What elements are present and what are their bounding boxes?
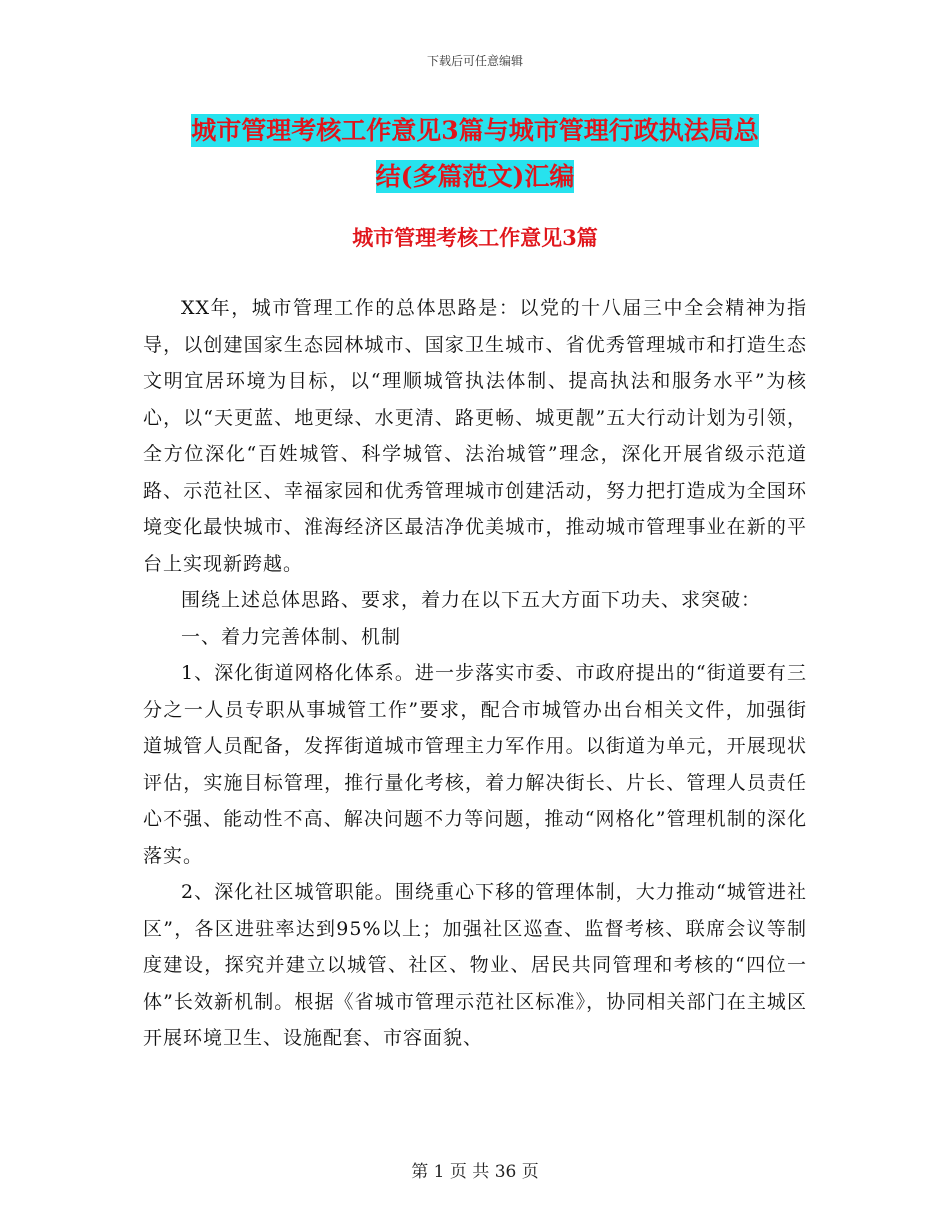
paragraph-intro: 围绕上述总体思路、要求，着力在以下五大方面下功夫、求突破： (181, 589, 762, 611)
paragraph-item-2: 2、深化社区城管职能。围绕重心下移的管理体制，大力推动“城管进社区”，各区进驻率达到95%以上；加强社区巡查、监督考核、联席会议等制度建设，探究并建立以城管、社区、物业、居民共同管理和考核的“四位一体”长效新机制。根据《省城市管理示范社区标准》，协同相关部门在主城区开展环境卫生、设施配套、市容面貌、 (143, 881, 807, 1049)
document-body (143, 290, 807, 1057)
paragraph-overview: XX年，城市管理工作的总体思路是：以党的十八届三中全会精神为指导，以创建国家生态园林城市、国家卫生城市、省优秀管理城市和打造生态文明宜居环境为目标，以“理顺城管执法体制、提高执法和服务水平”为核心，以“天更蓝、地更绿、水更清、路更畅、城更靓”五大行动计划为引领，全方位深化“百姓城管、科学城管、法治城管”理念，深化开展省级示范道路、示范社区、幸福家园和优秀管理城市创建活动，努力把打造成为全国环境变化最快城市、淮海经济区最洁净优美城市，推动城市管理事业在新的平台上实现新跨越。 (143, 297, 807, 575)
document-title (150, 108, 800, 200)
document-title-line-1: 城市管理考核工作意见3篇与城市管理行政执法局总 (191, 116, 759, 145)
page-footer-number: 第 1 页 共 36 页 (411, 1162, 539, 1182)
section-title: 城市管理考核工作意见3篇 (352, 225, 598, 250)
document-title-line-2: 结(多篇范文)汇编 (375, 162, 575, 191)
page-header-note: 下载后可任意编辑 (426, 54, 523, 68)
paragraph-item-1: 1、深化街道网格化体系。进一步落实市委、市政府提出的“街道要有三分之一人员专职从事城管工作”要求，配合市城管办出台相关文件，加强街道城管人员配备，发挥街道城市管理主力军作用。以街道为单元，开展现状评估，实施目标管理，推行量化考核，着力解决街长、片长、管理人员责任心不强、能动性不高、解决问题不力等问题，推动“网格化”管理机制的深化落实。 (143, 662, 807, 867)
paragraph-heading-1: 一、着力完善体制、机制 (181, 625, 402, 648)
